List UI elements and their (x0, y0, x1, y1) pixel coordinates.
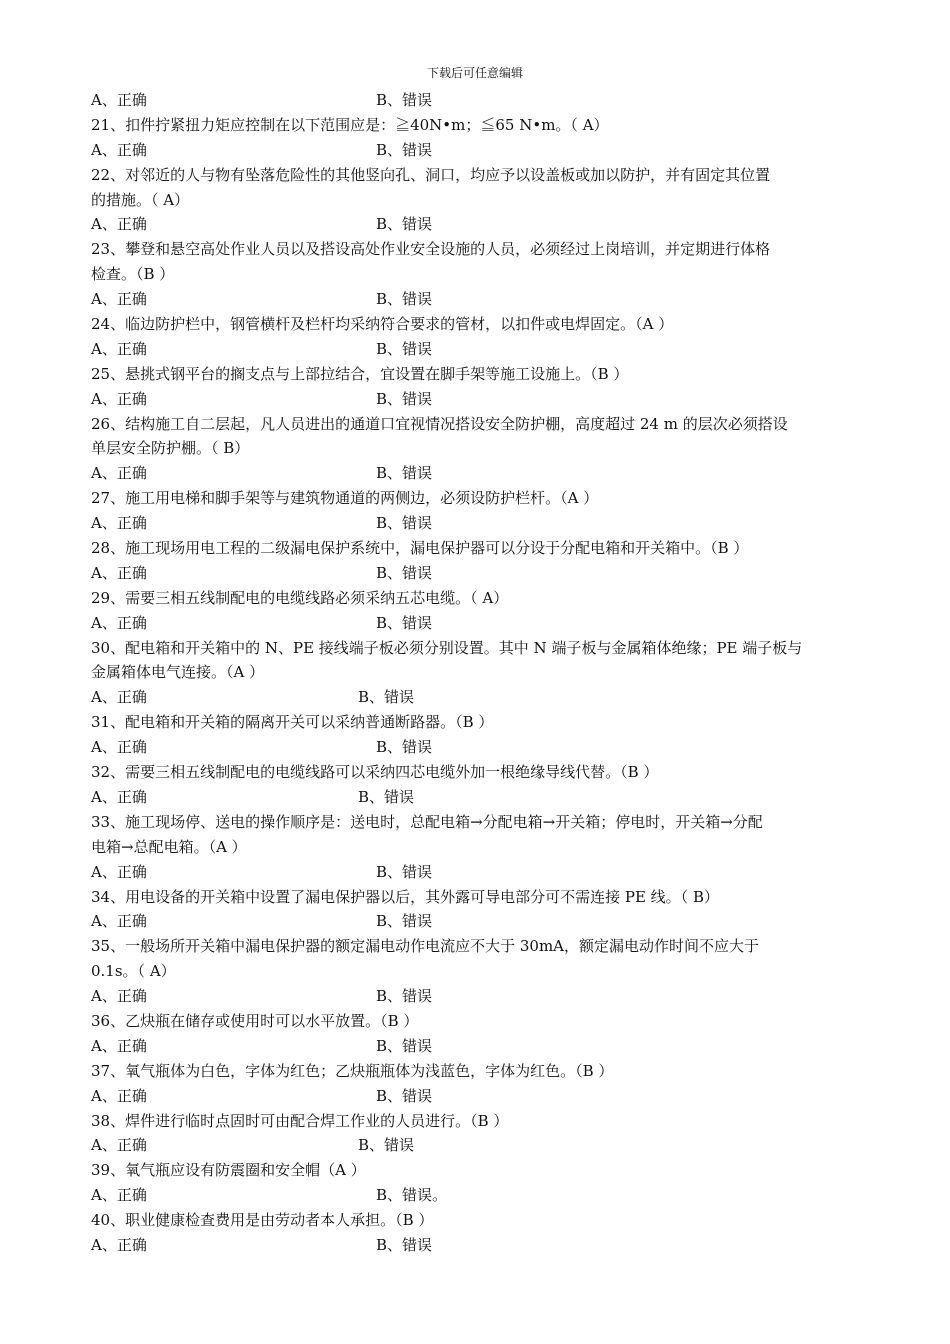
option-a: A、正确 (91, 738, 147, 757)
question-text: 29、需要三相五线制配电的电缆线路必须采纳五芯电缆。（ A） (91, 588, 509, 607)
option-b: B、错误 (376, 91, 433, 109)
answer-options (91, 287, 861, 312)
option-a: A、正确 (91, 1186, 147, 1205)
question-text: 金属箱体电气连接。（A ） (91, 663, 265, 682)
option-b: B、错误。 (376, 1186, 448, 1205)
option-b: B、错误 (376, 140, 433, 159)
question-text: 31、配电箱和开关箱的隔离开关可以采纳普通断路器。（B ） (91, 713, 494, 732)
question-text: 38、焊件进行临时点固时可由配合焊工作业的人员进行。（B ） (91, 1111, 509, 1130)
option-b: B、错误 (376, 389, 433, 408)
question-text: 35、一般场所开关箱中漏电保护器的额定漏电动作电流应不大于 30mA，额定漏电动作时间不应大于 (91, 937, 760, 956)
answer-options (91, 511, 861, 536)
answer-options (91, 611, 861, 636)
option-a: A、正确 (91, 339, 147, 358)
question-text: 电箱→总配电箱。（A ） (91, 837, 247, 856)
option-a: A、正确 (91, 688, 147, 707)
question-text: 26、结构施工自二层起，凡人员进出的通道口宜视情况搭设安全防护棚，高度超过 24 m 的层次必须搭设 (91, 414, 788, 433)
answer-options (91, 1233, 861, 1258)
option-b: B、错误 (358, 1136, 415, 1155)
question-text: 单层安全防护棚。（ B） (91, 439, 250, 458)
option-a: A、正确 (91, 1086, 147, 1105)
answer-options (91, 735, 861, 760)
question-text: 39、氧气瓶应设有防震圈和安全帽（A ） (91, 1161, 366, 1180)
answer-options (91, 1034, 861, 1059)
option-b: B、错误 (376, 215, 433, 234)
question-text: 的措施。（ A） (91, 190, 190, 209)
answer-options (91, 461, 861, 486)
answer-options (91, 1183, 861, 1208)
question-text: 检查。（B ） (91, 265, 175, 284)
page-header: 下载后可任意编辑 (426, 66, 523, 80)
answer-options (91, 685, 861, 710)
option-a: A、正确 (91, 987, 147, 1006)
answer-options (91, 88, 861, 113)
option-b: B、错误 (376, 563, 433, 582)
option-a: A、正确 (91, 613, 147, 632)
option-b: B、错误 (376, 464, 433, 483)
option-b: B、错误 (358, 787, 415, 806)
option-a: A、正确 (91, 787, 147, 806)
option-a: A、正确 (91, 1136, 147, 1155)
option-a: A、正确 (91, 862, 147, 881)
question-text: 25、悬挑式钢平台的搁支点与上部拉结合，宜设置在脚手架等施工设施上。（B ） (91, 364, 629, 383)
option-b: B、错误 (376, 1235, 433, 1254)
option-a: A、正确 (91, 1036, 147, 1055)
option-a: A、正确 (91, 514, 147, 533)
question-text: 23、攀登和悬空高处作业人员以及搭设高处作业安全设施的人员，必须经过上岗培训，并定期进行体格 (91, 240, 771, 259)
option-b: B、错误 (376, 290, 433, 309)
document-body (91, 88, 861, 1258)
answer-options (91, 860, 861, 885)
option-b: B、错误 (358, 688, 415, 707)
option-a: A、正确 (91, 290, 147, 309)
option-b: B、错误 (376, 613, 433, 632)
option-a: A、正确 (91, 563, 147, 582)
option-b: B、错误 (376, 987, 433, 1006)
option-b: B、错误 (376, 738, 433, 757)
question-text: 33、施工现场停、送电的操作顺序是：送电时，总配电箱→分配电箱→开关箱；停电时，开关箱→分配 (91, 812, 763, 831)
answer-options (91, 561, 861, 586)
question-text: 27、施工用电梯和脚手架等与建筑物通道的两侧边，必须设防护栏杆。（A ） (91, 489, 599, 508)
option-b: B、错误 (376, 1036, 433, 1055)
question-text: 28、施工现场用电工程的二级漏电保护系统中，漏电保护器可以分设于分配电箱和开关箱中。（B ） (91, 539, 749, 558)
answer-options (91, 1133, 861, 1158)
option-a: A、正确 (91, 140, 147, 159)
answer-options (91, 138, 861, 163)
question-text: 37、氧气瓶体为白色，字体为红色；乙炔瓶瓶体为浅蓝色，字体为红色。（B ） (91, 1061, 614, 1080)
question-text: 22、对邻近的人与物有坠落危险性的其他竖向孔、洞口，均应予以设盖板或加以防护，并有固定其位置 (91, 165, 771, 184)
question-text: 40、职业健康检查费用是由劳动者本人承担。（B ） (91, 1211, 434, 1230)
question-text: 36、乙炔瓶在储存或使用时可以水平放置。（B ） (91, 1011, 419, 1030)
question-text: 30、配电箱和开关箱中的 N、PE 接线端子板必须分别设置。其中 N 端子板与金属箱体绝缘；PE 端子板与 (91, 638, 803, 657)
question-text: 21、扣件拧紧扭力矩应控制在以下范围应是：≧40N•m；≦65 N•m。（ A） (91, 115, 609, 134)
option-a: A、正确 (91, 1235, 147, 1254)
answer-options (91, 785, 861, 810)
question-text: 0.1s。（ A） (91, 962, 176, 981)
answer-options (91, 984, 861, 1009)
question-text: 24、临边防护栏中，钢管横杆及栏杆均采纳符合要求的管材，以扣件或电焊固定。（A ） (91, 315, 674, 334)
question-text: 32、需要三相五线制配电的电缆线路可以采纳四芯电缆外加一根绝缘导线代替。（B ） (91, 763, 659, 782)
answer-options (91, 1084, 861, 1109)
option-b: B、错误 (376, 339, 433, 358)
option-a: A、正确 (91, 912, 147, 931)
option-a: A、正确 (91, 464, 147, 483)
option-b: B、错误 (376, 912, 433, 931)
option-b: B、错误 (376, 1086, 433, 1105)
answer-options (91, 212, 861, 237)
answer-options (91, 387, 861, 412)
answer-options (91, 909, 861, 934)
option-a: A、正确 (91, 389, 147, 408)
option-b: B、错误 (376, 514, 433, 533)
answer-options (91, 337, 861, 362)
question-text: 34、用电设备的开关箱中设置了漏电保护器以后，其外露可导电部分可不需连接 PE 线。（ B） (91, 887, 719, 906)
option-a: A、正确 (91, 215, 147, 234)
option-b: B、错误 (376, 862, 433, 881)
option-a: A、正确 (91, 91, 147, 109)
